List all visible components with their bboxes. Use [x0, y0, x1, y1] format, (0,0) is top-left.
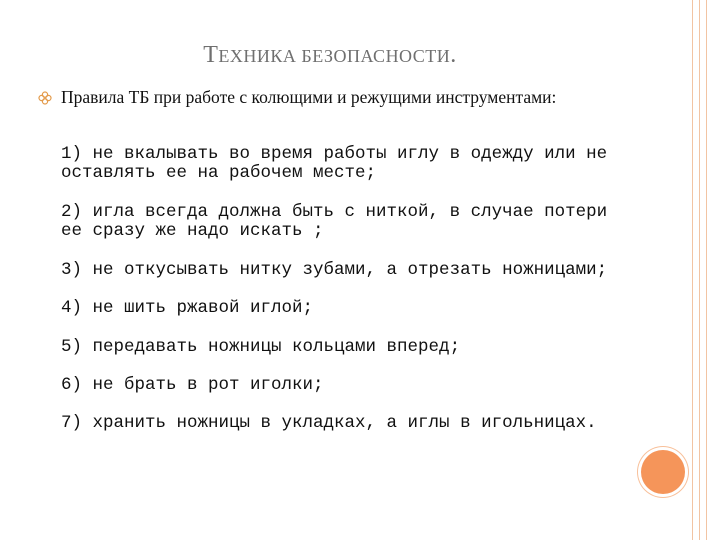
decor-orange-circle: [641, 450, 685, 494]
rule-1: 1) не вкалывать во время работы иглу в одежду или не оставлять ее на рабочем месте;: [61, 144, 608, 183]
bullet-icon: [38, 91, 52, 105]
rule-5: 5) передавать ножницы кольцами вперед;: [61, 337, 461, 357]
decor-border-line: [699, 0, 700, 540]
decor-border-line: [692, 0, 693, 540]
decor-border-line: [706, 0, 707, 540]
rule-7: 7) хранить ножницы в укладках, а иглы в игольницах.: [61, 413, 597, 433]
rule-6: 6) не брать в рот иголки;: [61, 375, 324, 395]
intro-text: Правила ТБ при работе с колющими и режущими инструментами:: [61, 87, 557, 107]
rule-3: 3) не откусывать нитку зубами, а отрезать ножницами;: [61, 260, 608, 280]
title-first-letter: Т: [203, 42, 219, 68]
rule-4: 4) не шить ржавой иглой;: [61, 298, 314, 318]
rule-2: 2) игла всегда должна быть с ниткой, в случае потери ее сразу же надо искать ;: [61, 202, 608, 241]
title-rest: ЕХНИКА БЕЗОПАСНОСТИ: [218, 46, 451, 66]
slide-title: [0, 42, 660, 69]
title-dot: .: [450, 42, 457, 68]
